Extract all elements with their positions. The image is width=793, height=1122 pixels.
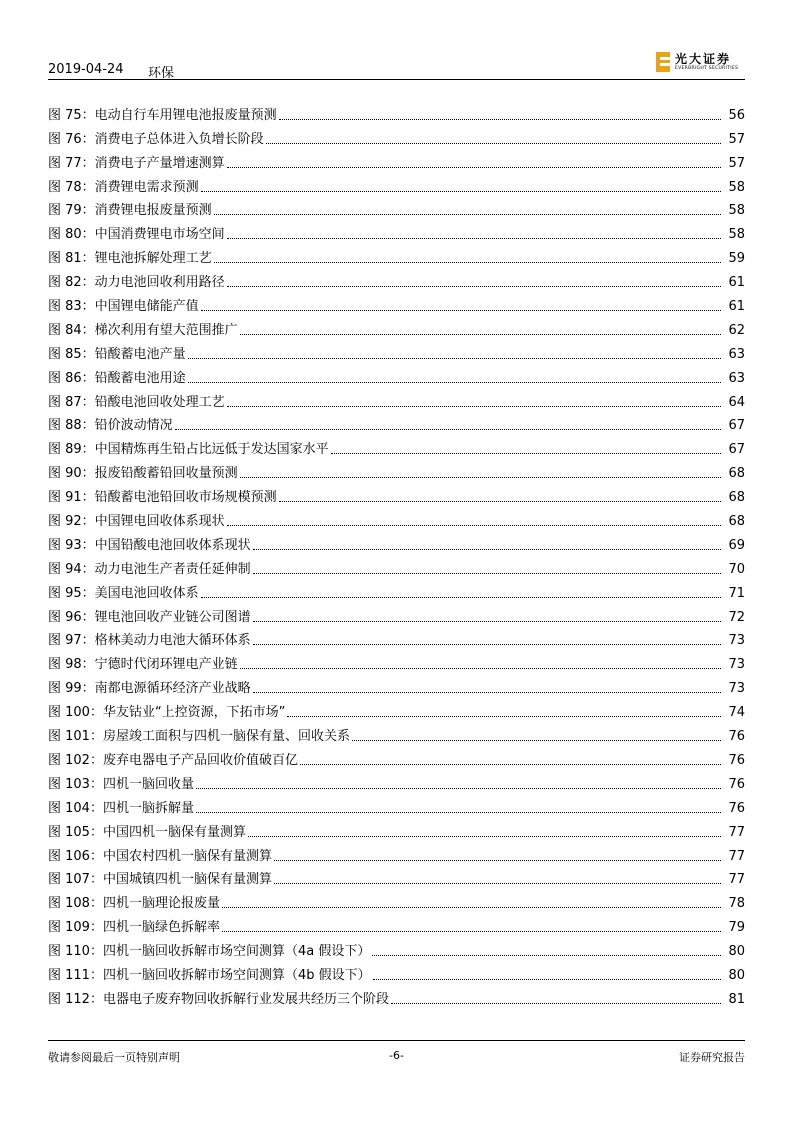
toc-entry-label[interactable]: 图 79：消费锂电报废量预测 (48, 203, 212, 219)
toc-leader-dots (196, 812, 721, 813)
toc-entry[interactable] (48, 960, 745, 984)
toc-entry-label[interactable]: 图 83：中国锂电储能产值 (48, 299, 199, 315)
footer-report-type: 证券研究报告 (679, 1051, 745, 1064)
toc-entry-label[interactable]: 图 107：中国城镇四机一脑保有量测算 (48, 872, 272, 888)
toc-entry-label[interactable]: 图 106：中国农村四机一脑保有量测算 (48, 848, 272, 864)
toc-leader-dots (196, 788, 721, 789)
toc-entry-page[interactable]: 80 (728, 944, 745, 960)
toc-leader-dots (214, 214, 721, 215)
toc-entry-page[interactable]: 62 (728, 322, 745, 338)
toc-entry-page[interactable]: 73 (728, 657, 745, 673)
toc-entry-label[interactable]: 图 75：电动自行车用锂电池报废量预测 (48, 107, 277, 123)
report-sector: 环保 (148, 66, 175, 81)
toc-entry[interactable] (48, 578, 745, 602)
toc-entry-label[interactable]: 图 100：华友钴业“上控资源，下拓市场” (48, 705, 286, 721)
toc-entry[interactable] (48, 984, 745, 1008)
toc-entry[interactable] (48, 697, 745, 721)
toc-leader-dots (240, 668, 721, 669)
toc-entry-page[interactable]: 74 (728, 705, 745, 721)
toc-entry[interactable] (48, 721, 745, 745)
toc-entry-label[interactable]: 图 81：锂电池拆解处理工艺 (48, 251, 212, 267)
toc-entry-page[interactable]: 58 (728, 227, 745, 243)
company-logo (656, 50, 748, 76)
toc-leader-dots (253, 621, 721, 622)
toc-entry-page[interactable]: 58 (728, 203, 745, 219)
toc-entry-label[interactable]: 图 98：宁德时代闭环锂电产业链 (48, 657, 238, 673)
logo-name: 光大证券 (675, 52, 732, 66)
toc-leader-dots (253, 692, 721, 693)
toc-leader-dots (188, 358, 721, 359)
toc-entry-label[interactable]: 图 91：铅酸蓄电池铅回收市场规模预测 (48, 490, 277, 506)
toc-entry-page[interactable]: 59 (728, 251, 745, 267)
toc-entry-label[interactable]: 图 95：美国电池回收体系 (48, 585, 199, 601)
toc-entry[interactable] (48, 626, 745, 650)
toc-leader-dots (248, 836, 721, 837)
toc-entry[interactable] (48, 649, 745, 673)
toc-entry-label[interactable]: 图 101：房屋竣工面积与四机一脑保有量、回收关系 (48, 729, 350, 745)
toc-entry-label[interactable]: 图 89：中国精炼再生铅占比远低于发达国家水平 (48, 442, 329, 458)
toc-entry[interactable] (48, 411, 745, 435)
toc-leader-dots (222, 907, 721, 908)
toc-entry-label[interactable]: 图 84：梯次利用有望大范围推广 (48, 322, 238, 338)
toc-entry-label[interactable]: 图 112：电器电子废弃物回收拆解行业发展共经历三个阶段 (48, 991, 389, 1007)
toc-entry[interactable] (48, 817, 745, 841)
logo-mark-icon (656, 52, 670, 72)
report-date: 2019-04-24 (48, 62, 124, 77)
toc-leader-dots (253, 644, 721, 645)
toc-leader-dots (227, 406, 721, 407)
toc-leader-dots (201, 310, 721, 311)
toc-entry[interactable] (48, 172, 745, 196)
toc-entry-page[interactable]: 69 (728, 537, 745, 553)
toc-entry-label[interactable]: 图 80：中国消费锂电市场空间 (48, 227, 225, 243)
toc-entry-label[interactable]: 图 87：铅酸电池回收处理工艺 (48, 394, 225, 410)
toc-entry[interactable] (48, 363, 745, 387)
toc-leader-dots (300, 764, 721, 765)
toc-entry[interactable] (48, 387, 745, 411)
toc-entry-page[interactable]: 77 (728, 848, 745, 864)
toc-entry[interactable] (48, 506, 745, 530)
toc-entry[interactable] (48, 267, 745, 291)
toc-entry-page[interactable]: 57 (728, 131, 745, 147)
toc-entry[interactable] (48, 482, 745, 506)
toc-entry-page[interactable]: 68 (728, 514, 745, 530)
toc-entry-label[interactable]: 图 90：报废铅酸蓄铅回收量预测 (48, 466, 238, 482)
toc-leader-dots (279, 501, 721, 502)
toc-entry-page[interactable]: 76 (728, 752, 745, 768)
toc-leader-dots (240, 334, 721, 335)
toc-entry-label[interactable]: 图 82：动力电池回收利用路径 (48, 275, 225, 291)
toc-entry-page[interactable]: 81 (728, 991, 745, 1007)
toc-entry-page[interactable]: 78 (728, 896, 745, 912)
toc-leader-dots (240, 477, 721, 478)
toc-leader-dots (279, 119, 721, 120)
toc-entry[interactable] (48, 745, 745, 769)
toc-entry-label[interactable]: 图 108：四机一脑理论报废量 (48, 896, 220, 912)
toc-entry-label[interactable]: 图 104：四机一脑拆解量 (48, 800, 194, 816)
toc-entry-page[interactable]: 79 (728, 920, 745, 936)
toc-entry-page[interactable]: 76 (728, 800, 745, 816)
toc-leader-dots (266, 143, 721, 144)
toc-entry[interactable] (48, 888, 745, 912)
toc-entry[interactable] (48, 315, 745, 339)
figure-table-of-contents (48, 100, 745, 1008)
toc-leader-dots (201, 191, 721, 192)
toc-entry-label[interactable]: 图 103：四机一脑回收量 (48, 776, 194, 792)
toc-entry-label[interactable]: 图 110：四机一脑回收拆解市场空间测算（4a 假设下） (48, 944, 371, 960)
toc-entry[interactable] (48, 602, 745, 626)
logo-subtitle: EVERBRIGHT SECURITIES (675, 66, 739, 71)
toc-entry[interactable] (48, 936, 745, 960)
toc-entry-label[interactable]: 图 88：铅价波动情况 (48, 418, 173, 434)
toc-leader-dots (287, 716, 721, 717)
toc-leader-dots (188, 382, 721, 383)
toc-entry-page[interactable]: 77 (728, 824, 745, 840)
toc-leader-dots (274, 860, 721, 861)
toc-entry[interactable] (48, 196, 745, 220)
toc-entry[interactable] (48, 291, 745, 315)
toc-leader-dots (372, 955, 721, 956)
toc-leader-dots (352, 740, 721, 741)
toc-entry-page[interactable]: 76 (728, 729, 745, 745)
footer-disclaimer: 敬请参阅最后一页特别声明 (48, 1051, 180, 1064)
toc-entry-page[interactable]: 68 (728, 490, 745, 506)
toc-entry-page[interactable]: 61 (728, 299, 745, 315)
toc-entry-label[interactable]: 图 93：中国铅酸电池回收体系现状 (48, 537, 251, 553)
toc-entry[interactable] (48, 793, 745, 817)
toc-entry-page[interactable]: 73 (728, 633, 745, 649)
toc-leader-dots (227, 286, 721, 287)
toc-entry-label[interactable]: 图 111：四机一脑回收拆解市场空间测算（4b 假设下） (48, 967, 371, 983)
toc-entry-page[interactable]: 68 (728, 466, 745, 482)
toc-leader-dots (227, 525, 721, 526)
toc-entry[interactable] (48, 554, 745, 578)
toc-entry-label[interactable]: 图 92：中国锂电回收体系现状 (48, 514, 225, 530)
toc-leader-dots (175, 429, 721, 430)
toc-entry[interactable] (48, 912, 745, 936)
toc-entry-page[interactable]: 67 (728, 418, 745, 434)
header-divider (48, 79, 745, 80)
toc-entry-page[interactable]: 76 (728, 776, 745, 792)
page-header (48, 58, 745, 80)
toc-entry-label[interactable]: 图 102：废弃电器电子产品回收价值破百亿 (48, 752, 298, 768)
page-number: -6- (389, 1049, 404, 1062)
toc-entry-page[interactable]: 63 (728, 346, 745, 362)
toc-leader-dots (227, 167, 721, 168)
toc-entry[interactable] (48, 841, 745, 865)
toc-leader-dots (331, 453, 721, 454)
toc-entry-page[interactable]: 80 (728, 967, 745, 983)
toc-entry[interactable] (48, 124, 745, 148)
footer-divider (48, 1040, 745, 1041)
toc-entry-label[interactable]: 图 109：四机一脑绿色拆解率 (48, 920, 220, 936)
toc-entry-label[interactable]: 图 78：消费锂电需求预测 (48, 179, 199, 195)
toc-entry[interactable] (48, 673, 745, 697)
toc-entry-label[interactable]: 图 97：格林美动力电池大循环体系 (48, 633, 251, 649)
toc-leader-dots (373, 979, 721, 980)
toc-entry[interactable] (48, 100, 745, 124)
toc-entry-label[interactable]: 图 76：消费电子总体进入负增长阶段 (48, 131, 264, 147)
toc-entry-label[interactable]: 图 105：中国四机一脑保有量测算 (48, 824, 246, 840)
toc-entry-label[interactable]: 图 77：消费电子产量增速测算 (48, 155, 225, 171)
toc-entry-label[interactable]: 图 96：锂电池回收产业链公司图谱 (48, 609, 251, 625)
toc-entry-page[interactable]: 70 (728, 561, 745, 577)
toc-entry-page[interactable]: 56 (728, 107, 745, 123)
toc-entry[interactable] (48, 434, 745, 458)
toc-entry-page[interactable]: 73 (728, 681, 745, 697)
toc-entry-page[interactable]: 57 (728, 155, 745, 171)
toc-entry[interactable] (48, 219, 745, 243)
toc-leader-dots (201, 597, 721, 598)
toc-entry-label[interactable]: 图 86：铅酸蓄电池用途 (48, 370, 186, 386)
toc-entry-page[interactable]: 77 (728, 872, 745, 888)
toc-leader-dots (222, 931, 721, 932)
toc-entry[interactable] (48, 148, 745, 172)
toc-entry[interactable] (48, 530, 745, 554)
toc-entry[interactable] (48, 865, 745, 889)
toc-leader-dots (253, 549, 721, 550)
toc-entry[interactable] (48, 458, 745, 482)
toc-entry-page[interactable]: 71 (728, 585, 745, 601)
page-footer (48, 1049, 745, 1065)
toc-entry-page[interactable]: 61 (728, 275, 745, 291)
toc-leader-dots (227, 238, 721, 239)
toc-leader-dots (214, 262, 721, 263)
toc-entry[interactable] (48, 339, 745, 363)
toc-entry[interactable] (48, 243, 745, 267)
toc-entry[interactable] (48, 769, 745, 793)
toc-entry-page[interactable]: 67 (728, 442, 745, 458)
toc-entry-label[interactable]: 图 94：动力电池生产者责任延伸制 (48, 561, 251, 577)
toc-entry-page[interactable]: 58 (728, 179, 745, 195)
toc-leader-dots (274, 883, 721, 884)
toc-entry-label[interactable]: 图 85：铅酸蓄电池产量 (48, 346, 186, 362)
toc-entry-label[interactable]: 图 99：南都电源循环经济产业战略 (48, 681, 251, 697)
toc-entry-page[interactable]: 64 (728, 394, 745, 410)
toc-entry-page[interactable]: 72 (728, 609, 745, 625)
toc-leader-dots (391, 1003, 721, 1004)
toc-entry-page[interactable]: 63 (728, 370, 745, 386)
toc-leader-dots (253, 573, 721, 574)
